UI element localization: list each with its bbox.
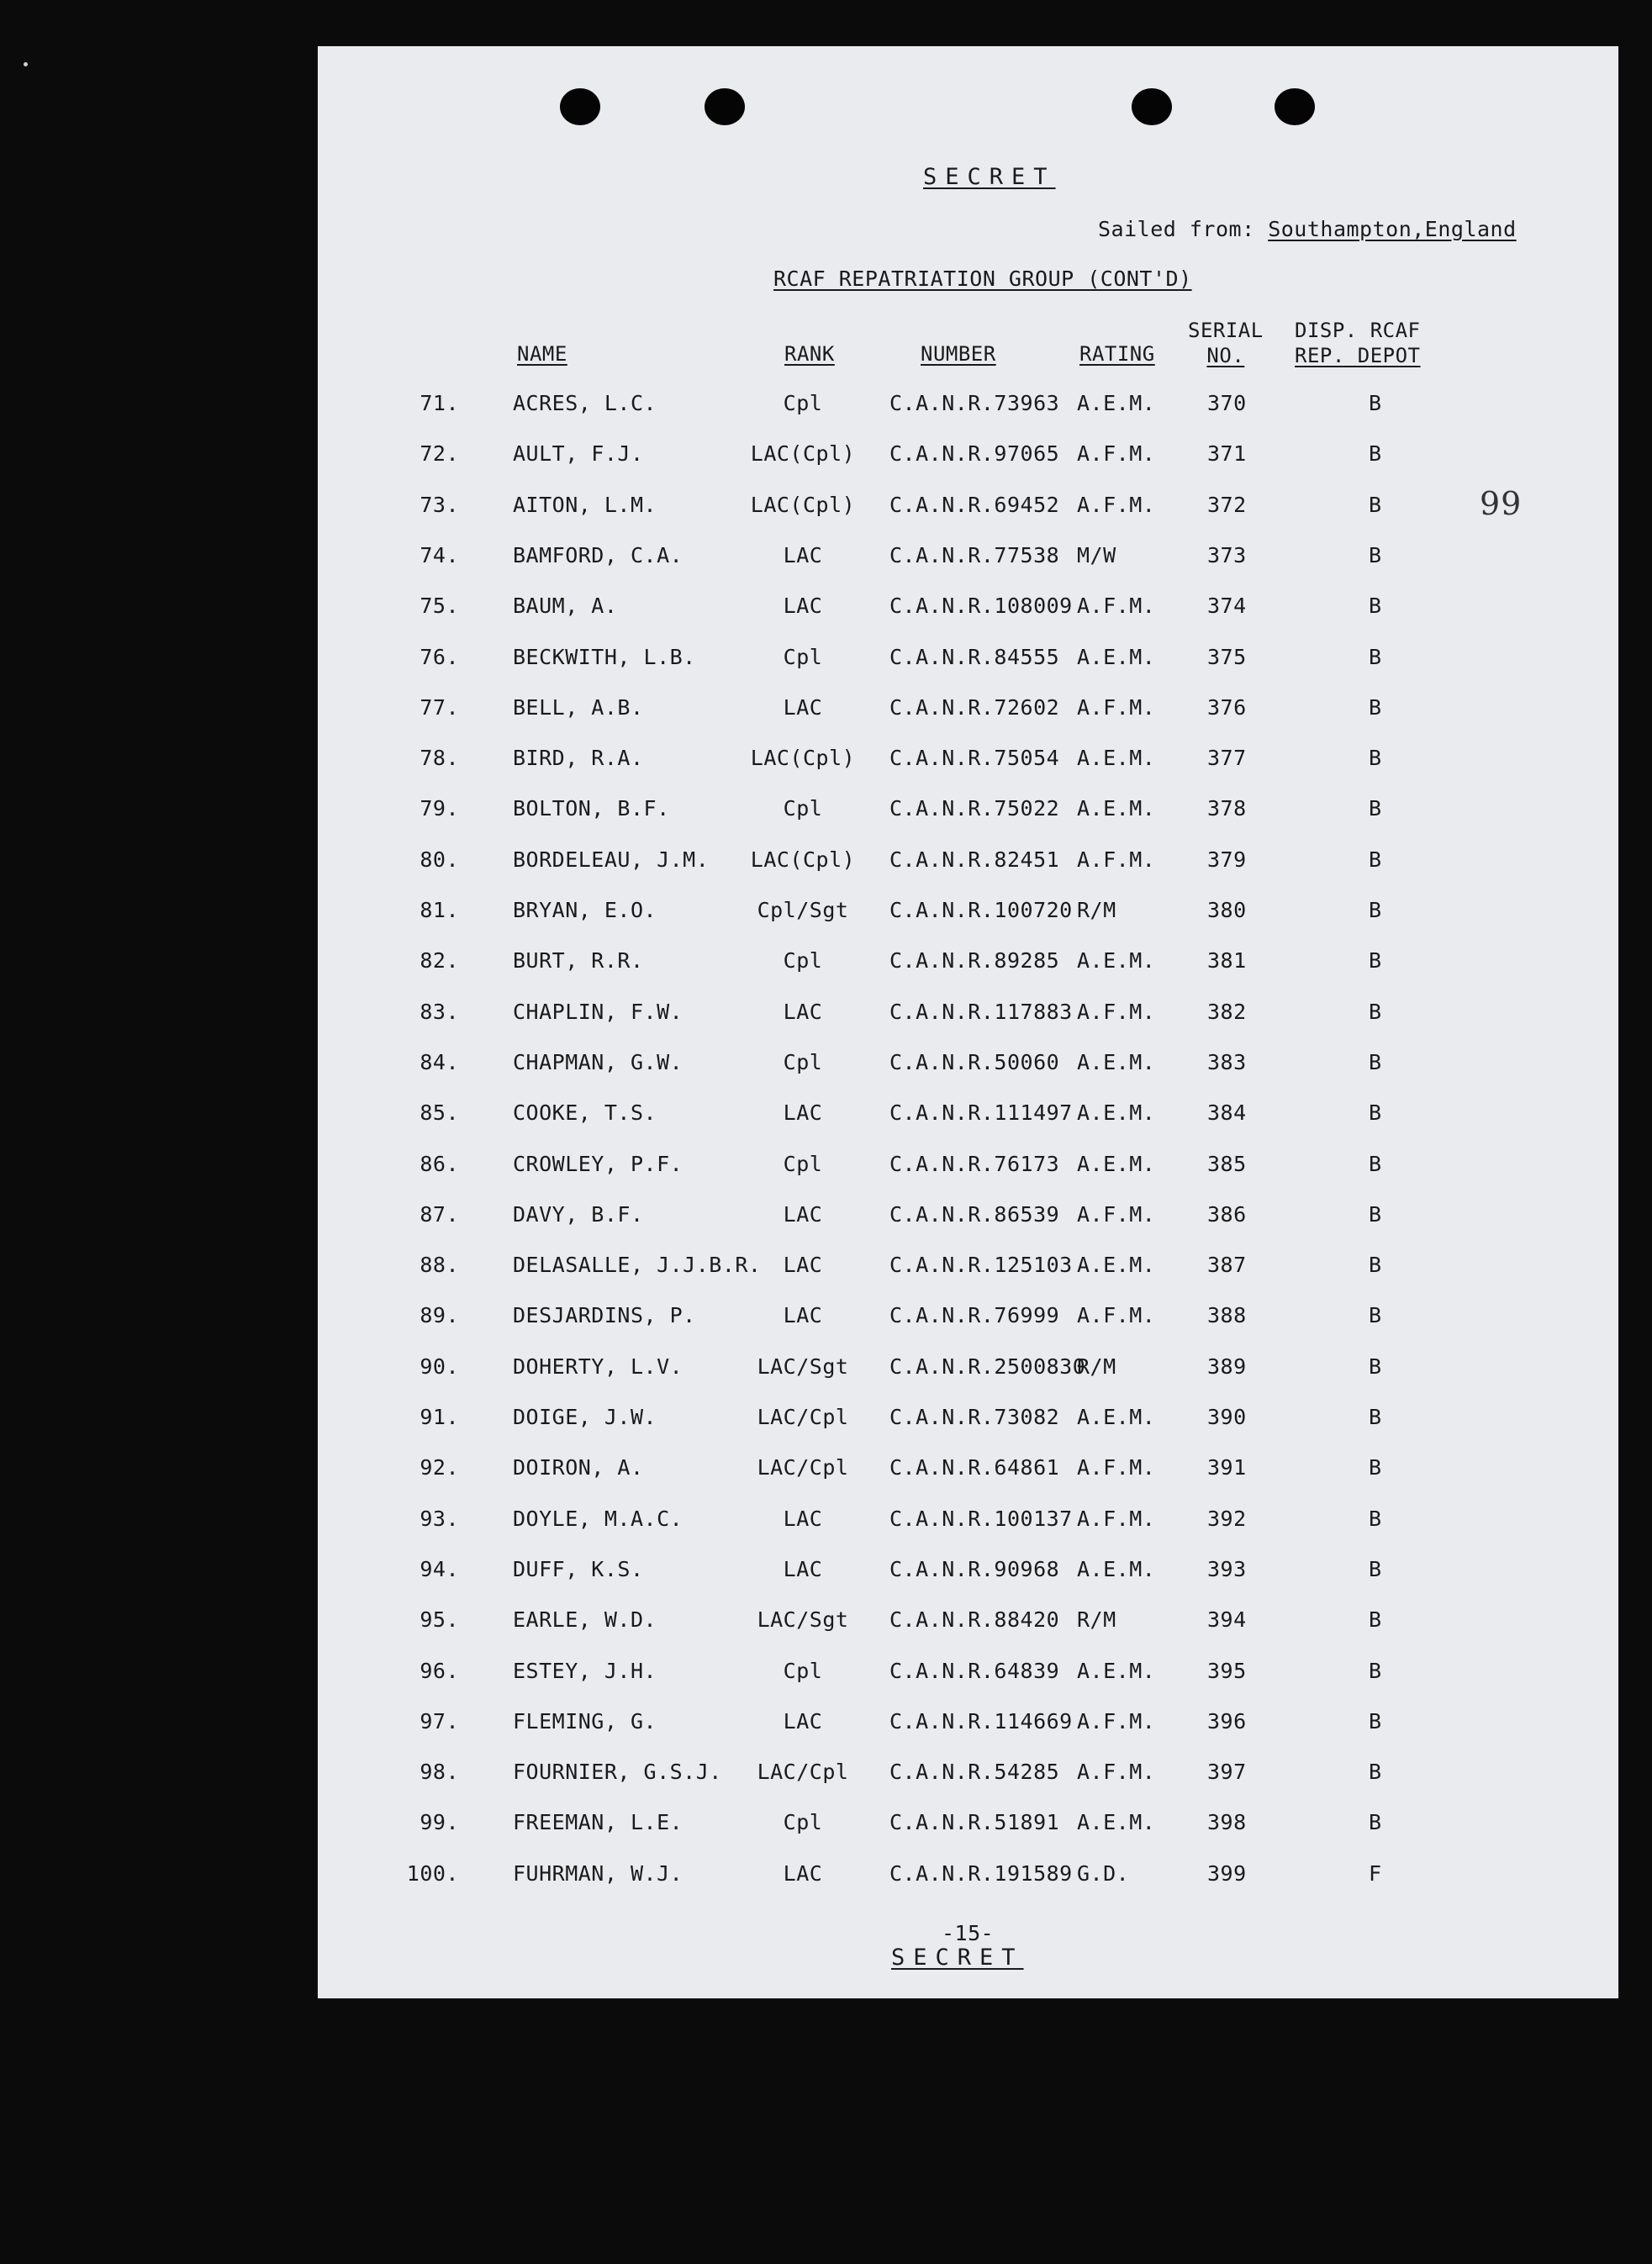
- cell-rank: LAC: [783, 694, 823, 720]
- cell-service-number: C.A.N.R.108009: [889, 594, 1073, 619]
- table-row: [318, 1607, 1618, 1641]
- row-number: 87.: [420, 1201, 459, 1227]
- cell-name: DOYLE, M.A.C.: [513, 1506, 683, 1531]
- cell-disposition: B: [1369, 1658, 1382, 1683]
- cell-service-number: C.A.N.R.90968: [889, 1556, 1060, 1581]
- table-row: [318, 1303, 1618, 1337]
- cell-serial: 392: [1207, 1506, 1247, 1531]
- cell-name: DOIRON, A.: [513, 1455, 644, 1480]
- column-header-serial: [1188, 318, 1264, 368]
- cell-disposition: B: [1369, 1151, 1382, 1176]
- cell-rating: A.E.M.: [1077, 1151, 1156, 1176]
- cell-rating: A.F.M.: [1077, 847, 1156, 872]
- cell-rank: LAC: [783, 1201, 823, 1227]
- cell-rank: LAC: [783, 1100, 823, 1126]
- cell-name: DOHERTY, L.V.: [513, 1354, 683, 1379]
- cell-serial: 395: [1207, 1658, 1247, 1683]
- table-row: [318, 847, 1618, 881]
- column-header-rating: RATING: [1079, 342, 1155, 366]
- cell-disposition: B: [1369, 542, 1382, 567]
- cell-name: BELL, A.B.: [513, 694, 644, 720]
- cell-service-number: C.A.N.R.69452: [889, 492, 1060, 517]
- cell-rank: LAC: [783, 1860, 823, 1886]
- cell-service-number: C.A.N.R.82451: [889, 847, 1060, 872]
- cell-rank: LAC(Cpl): [750, 847, 856, 872]
- cell-name: AULT, F.J.: [513, 441, 644, 467]
- cell-disposition: B: [1369, 1607, 1382, 1633]
- table-row: [318, 543, 1618, 577]
- cell-name: EARLE, W.D.: [513, 1607, 657, 1633]
- table-row: [318, 1810, 1618, 1844]
- cell-rating: R/M: [1077, 1607, 1116, 1633]
- cell-rating: M/W: [1077, 542, 1116, 567]
- cell-service-number: C.A.N.R.51891: [889, 1810, 1060, 1835]
- cell-serial: 385: [1207, 1151, 1247, 1176]
- cell-service-number: C.A.N.R.73082: [889, 1405, 1060, 1429]
- cell-name: FLEMING, G.: [513, 1708, 657, 1734]
- cell-disposition: B: [1369, 1201, 1382, 1227]
- cell-disposition: B: [1369, 1405, 1382, 1429]
- serial-header-line1: SERIAL: [1188, 319, 1264, 342]
- cell-serial: 399: [1207, 1860, 1247, 1886]
- cell-name: FOURNIER, G.S.J.: [513, 1760, 722, 1785]
- row-number: 100.: [406, 1860, 459, 1886]
- cell-rank: Cpl: [783, 391, 823, 415]
- table-row: [318, 441, 1618, 475]
- cell-rating: A.E.M.: [1077, 1658, 1156, 1683]
- punch-hole: [560, 88, 600, 125]
- table-row: [318, 1709, 1618, 1743]
- cell-serial: 380: [1207, 898, 1247, 922]
- cell-rating: A.F.M.: [1077, 1760, 1156, 1785]
- column-header-rank: RANK: [784, 342, 835, 366]
- cell-rating: A.E.M.: [1077, 746, 1156, 771]
- cell-service-number: C.A.N.R.76173: [889, 1151, 1060, 1176]
- cell-service-number: C.A.N.R.117883: [889, 999, 1073, 1024]
- cell-service-number: C.A.N.R.75054: [889, 746, 1060, 771]
- cell-serial: 387: [1207, 1253, 1247, 1278]
- cell-serial: 370: [1207, 391, 1247, 415]
- row-number: 86.: [420, 1151, 459, 1176]
- cell-serial: 391: [1207, 1455, 1247, 1480]
- row-number: 90.: [420, 1354, 459, 1379]
- cell-disposition: B: [1369, 1354, 1382, 1379]
- cell-serial: 379: [1207, 847, 1247, 872]
- cell-disposition: F: [1369, 1860, 1382, 1886]
- row-number: 75.: [420, 594, 459, 619]
- cell-rating: A.E.M.: [1077, 948, 1156, 974]
- cell-service-number: C.A.N.R.73963: [889, 391, 1060, 415]
- table-row: [318, 391, 1618, 425]
- page-number: -15-: [942, 1921, 995, 1945]
- cell-rank: Cpl: [783, 796, 823, 821]
- cell-service-number: C.A.N.R.64861: [889, 1455, 1060, 1480]
- cell-name: DUFF, K.S.: [513, 1556, 644, 1581]
- cell-disposition: B: [1369, 847, 1382, 872]
- cell-serial: 393: [1207, 1556, 1247, 1581]
- cell-serial: 378: [1207, 796, 1247, 821]
- row-number: 72.: [420, 441, 459, 467]
- cell-name: BORDELEAU, J.M.: [513, 847, 710, 872]
- cell-rank: Cpl: [783, 1658, 823, 1683]
- cell-name: DELASALLE, J.J.B.R.: [513, 1253, 762, 1278]
- sailed-from-label: Sailed from:: [1098, 217, 1255, 241]
- cell-disposition: B: [1369, 999, 1382, 1024]
- document-sheet: [318, 46, 1618, 1998]
- cell-name: ESTEY, J.H.: [513, 1658, 657, 1683]
- cell-rating: R/M: [1077, 898, 1116, 922]
- cell-rating: A.E.M.: [1077, 1049, 1156, 1074]
- cell-serial: 397: [1207, 1760, 1247, 1785]
- cell-serial: 382: [1207, 999, 1247, 1024]
- cell-rank: LAC(Cpl): [750, 746, 856, 771]
- row-number: 82.: [420, 948, 459, 974]
- cell-rank: LAC/Sgt: [757, 1354, 849, 1379]
- cell-service-number: C.A.N.R.72602: [889, 694, 1060, 720]
- table-row: [318, 1557, 1618, 1591]
- cell-name: BECKWITH, L.B.: [513, 644, 696, 669]
- cell-serial: 373: [1207, 542, 1247, 567]
- table-row: [318, 1861, 1618, 1895]
- punch-hole: [1275, 88, 1315, 125]
- cell-service-number: C.A.N.R.75022: [889, 796, 1060, 821]
- margin-note: 99: [1480, 485, 1523, 522]
- cell-disposition: B: [1369, 948, 1382, 974]
- row-number: 76.: [420, 644, 459, 669]
- cell-disposition: B: [1369, 694, 1382, 720]
- cell-name: AITON, L.M.: [513, 492, 657, 517]
- cell-rank: LAC: [783, 1253, 823, 1278]
- table-row: [318, 1100, 1618, 1134]
- cell-disposition: B: [1369, 1100, 1382, 1126]
- cell-rank: Cpl/Sgt: [757, 898, 849, 922]
- cell-name: FUHRMAN, W.J.: [513, 1860, 683, 1886]
- cell-rating: A.F.M.: [1077, 492, 1156, 517]
- cell-serial: 384: [1207, 1100, 1247, 1126]
- cell-service-number: C.A.N.R.84555: [889, 644, 1060, 669]
- table-row: [318, 493, 1618, 526]
- row-number: 96.: [420, 1658, 459, 1683]
- cell-rating: A.E.M.: [1077, 1556, 1156, 1581]
- row-number: 77.: [420, 694, 459, 720]
- cell-serial: 374: [1207, 594, 1247, 619]
- cell-name: DESJARDINS, P.: [513, 1303, 696, 1328]
- group-heading: RCAF REPATRIATION GROUP (CONT'D): [773, 267, 1192, 291]
- cell-service-number: C.A.N.R.100137: [889, 1506, 1073, 1531]
- classification-header: SECRET: [923, 164, 1056, 190]
- cell-rank: LAC/Cpl: [757, 1760, 849, 1785]
- table-row: [318, 898, 1618, 931]
- cell-rating: A.F.M.: [1077, 1455, 1156, 1480]
- cell-rank: Cpl: [783, 1810, 823, 1835]
- cell-service-number: C.A.N.R.50060: [889, 1049, 1060, 1074]
- cell-rating: A.F.M.: [1077, 999, 1156, 1024]
- cell-name: CROWLEY, P.F.: [513, 1151, 683, 1176]
- cell-rating: A.E.M.: [1077, 1100, 1156, 1126]
- cell-service-number: C.A.N.R.86539: [889, 1201, 1060, 1227]
- cell-rating: A.F.M.: [1077, 694, 1156, 720]
- row-number: 99.: [420, 1810, 459, 1835]
- cell-disposition: B: [1369, 1506, 1382, 1531]
- cell-rating: A.E.M.: [1077, 1253, 1156, 1278]
- column-header-number: NUMBER: [921, 342, 996, 366]
- row-number: 85.: [420, 1100, 459, 1126]
- row-number: 73.: [420, 492, 459, 517]
- table-row: [318, 948, 1618, 982]
- cell-name: BOLTON, B.F.: [513, 796, 670, 821]
- cell-serial: 390: [1207, 1405, 1247, 1429]
- cell-disposition: B: [1369, 1253, 1382, 1278]
- cell-disposition: B: [1369, 1708, 1382, 1734]
- cell-disposition: B: [1369, 594, 1382, 619]
- cell-rank: LAC(Cpl): [750, 492, 856, 517]
- row-number: 92.: [420, 1455, 459, 1480]
- cell-service-number: C.A.N.R.89285: [889, 948, 1060, 974]
- table-row: [318, 1253, 1618, 1286]
- cell-serial: 372: [1207, 492, 1247, 517]
- cell-name: COOKE, T.S.: [513, 1100, 657, 1126]
- cell-rank: LAC/Sgt: [757, 1607, 849, 1633]
- table-row: [318, 1202, 1618, 1236]
- cell-service-number: C.A.N.R.88420: [889, 1607, 1060, 1633]
- cell-rank: LAC: [783, 1708, 823, 1734]
- cell-serial: 386: [1207, 1201, 1247, 1227]
- row-number: 91.: [420, 1405, 459, 1429]
- cell-disposition: B: [1369, 796, 1382, 821]
- cell-disposition: B: [1369, 1810, 1382, 1835]
- row-number: 98.: [420, 1760, 459, 1785]
- table-row: [318, 1152, 1618, 1185]
- disp-header-line2: REP. DEPOT: [1295, 344, 1421, 367]
- cell-rank: LAC: [783, 1506, 823, 1531]
- table-row: [318, 1405, 1618, 1438]
- cell-serial: 371: [1207, 441, 1247, 467]
- cell-name: DOIGE, J.W.: [513, 1405, 657, 1429]
- cell-name: ACRES, L.C.: [513, 391, 657, 415]
- cell-service-number: C.A.N.R.191589: [889, 1860, 1073, 1886]
- serial-header-line2: NO.: [1206, 344, 1245, 367]
- cell-disposition: B: [1369, 492, 1382, 517]
- punch-hole: [705, 88, 745, 125]
- cell-service-number: C.A.N.R.77538: [889, 542, 1060, 567]
- table-row: [318, 1354, 1618, 1388]
- table-row: [318, 1760, 1618, 1793]
- cell-rating: A.E.M.: [1077, 391, 1156, 415]
- cell-disposition: B: [1369, 1303, 1382, 1328]
- row-number: 89.: [420, 1303, 459, 1328]
- cell-service-number: C.A.N.R.54285: [889, 1760, 1060, 1785]
- cell-rank: LAC/Cpl: [757, 1405, 849, 1429]
- cell-rating: A.F.M.: [1077, 594, 1156, 619]
- cell-rating: A.E.M.: [1077, 796, 1156, 821]
- cell-rating: R/M: [1077, 1354, 1116, 1379]
- table-row: [318, 1050, 1618, 1084]
- cell-disposition: B: [1369, 898, 1382, 922]
- cell-rank: LAC/Cpl: [757, 1455, 849, 1480]
- cell-service-number: C.A.N.R.97065: [889, 441, 1060, 467]
- cell-disposition: B: [1369, 1049, 1382, 1074]
- cell-name: BRYAN, E.O.: [513, 898, 657, 922]
- cell-service-number: C.A.N.R.100720: [889, 898, 1073, 922]
- cell-serial: 383: [1207, 1049, 1247, 1074]
- cell-rank: LAC: [783, 542, 823, 567]
- cell-disposition: B: [1369, 441, 1382, 467]
- cell-rating: A.F.M.: [1077, 441, 1156, 467]
- cell-rating: A.E.M.: [1077, 1810, 1156, 1835]
- cell-name: FREEMAN, L.E.: [513, 1810, 683, 1835]
- cell-rating: A.F.M.: [1077, 1303, 1156, 1328]
- row-number: 79.: [420, 796, 459, 821]
- row-number: 93.: [420, 1506, 459, 1531]
- cell-service-number: C.A.N.R.114669: [889, 1708, 1073, 1734]
- cell-disposition: B: [1369, 1760, 1382, 1785]
- cell-disposition: B: [1369, 1455, 1382, 1480]
- row-number: 80.: [420, 847, 459, 872]
- disp-header-line1: DISP. RCAF: [1295, 319, 1421, 342]
- cell-serial: 377: [1207, 746, 1247, 771]
- cell-name: BIRD, R.A.: [513, 746, 644, 771]
- table-row: [318, 1000, 1618, 1033]
- row-number: 97.: [420, 1708, 459, 1734]
- cell-serial: 388: [1207, 1303, 1247, 1328]
- cell-service-number: C.A.N.R.125103: [889, 1253, 1073, 1278]
- row-number: 84.: [420, 1049, 459, 1074]
- cell-service-number: C.A.N.R.64839: [889, 1658, 1060, 1683]
- column-header-name: NAME: [517, 342, 567, 366]
- cell-rank: Cpl: [783, 1049, 823, 1074]
- cell-rating: A.F.M.: [1077, 1506, 1156, 1531]
- row-number: 88.: [420, 1253, 459, 1278]
- cell-disposition: B: [1369, 1556, 1382, 1581]
- table-row: [318, 1455, 1618, 1489]
- cell-disposition: B: [1369, 746, 1382, 771]
- row-number: 71.: [420, 391, 459, 415]
- row-number: 81.: [420, 898, 459, 922]
- cell-serial: 396: [1207, 1708, 1247, 1734]
- cell-serial: 394: [1207, 1607, 1247, 1633]
- row-number: 78.: [420, 746, 459, 771]
- cell-rating: G.D.: [1077, 1860, 1130, 1886]
- punch-hole: [1132, 88, 1172, 125]
- table-row: [318, 746, 1618, 779]
- column-header-disposition: [1295, 318, 1421, 368]
- row-number: 83.: [420, 999, 459, 1024]
- cell-name: CHAPMAN, G.W.: [513, 1049, 683, 1074]
- cell-rank: LAC: [783, 1303, 823, 1328]
- table-row: [318, 796, 1618, 830]
- cell-service-number: C.A.N.R.111497: [889, 1100, 1073, 1126]
- cell-disposition: B: [1369, 644, 1382, 669]
- cell-rank: LAC: [783, 594, 823, 619]
- row-number: 74.: [420, 542, 459, 567]
- cell-name: DAVY, B.F.: [513, 1201, 644, 1227]
- cell-rank: Cpl: [783, 948, 823, 974]
- cell-rating: A.F.M.: [1077, 1201, 1156, 1227]
- cell-name: CHAPLIN, F.W.: [513, 999, 683, 1024]
- table-row: [318, 645, 1618, 678]
- cell-name: BAMFORD, C.A.: [513, 542, 683, 567]
- table-row: [318, 594, 1618, 627]
- cell-rank: LAC: [783, 999, 823, 1024]
- row-number: 94.: [420, 1556, 459, 1581]
- cell-serial: 381: [1207, 948, 1247, 974]
- cell-service-number: C.A.N.R.2500830: [889, 1354, 1086, 1379]
- cell-rating: A.E.M.: [1077, 1405, 1156, 1429]
- row-number: 95.: [420, 1607, 459, 1633]
- sailed-from-line: [1098, 217, 1517, 241]
- cell-serial: 375: [1207, 644, 1247, 669]
- cell-disposition: B: [1369, 391, 1382, 415]
- cell-serial: 376: [1207, 694, 1247, 720]
- cell-rating: A.F.M.: [1077, 1708, 1156, 1734]
- table-row: [318, 695, 1618, 729]
- cell-name: BURT, R.R.: [513, 948, 644, 974]
- classification-footer: SECRET: [891, 1945, 1024, 1971]
- table-row: [318, 1507, 1618, 1540]
- cell-serial: 389: [1207, 1354, 1247, 1379]
- cell-service-number: C.A.N.R.76999: [889, 1303, 1060, 1328]
- cell-rank: Cpl: [783, 644, 823, 669]
- sailed-from-value: Southampton,England: [1268, 217, 1517, 241]
- scan-speck: [24, 62, 28, 66]
- table-row: [318, 1659, 1618, 1692]
- cell-rank: LAC(Cpl): [750, 441, 856, 467]
- cell-name: BAUM, A.: [513, 594, 618, 619]
- cell-rank: LAC: [783, 1556, 823, 1581]
- cell-serial: 398: [1207, 1810, 1247, 1835]
- cell-rank: Cpl: [783, 1151, 823, 1176]
- cell-rating: A.E.M.: [1077, 644, 1156, 669]
